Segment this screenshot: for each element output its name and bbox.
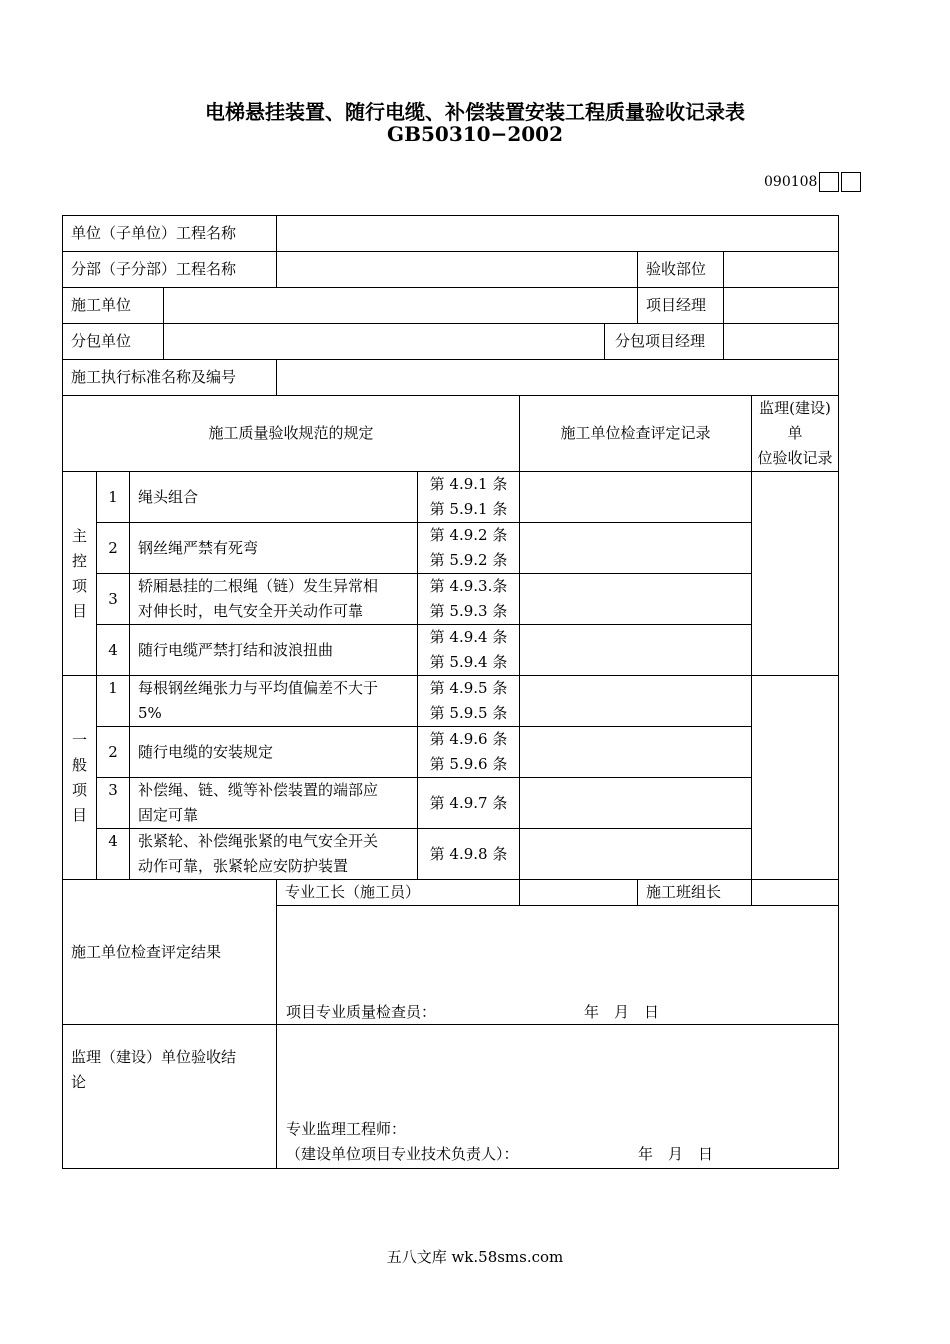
subcontract-pm-label: 分包项目经理 — [605, 324, 724, 360]
item-text-line: 固定可靠 — [138, 806, 199, 824]
item-clause — [418, 778, 520, 829]
construction-record-cell[interactable] — [520, 778, 752, 829]
clause-line: 第 4.9.6 条 — [429, 730, 508, 748]
item-text — [130, 676, 418, 727]
main-label-char: 目 — [71, 601, 87, 620]
construction-result-label: 施工单位检查评定结果 — [63, 880, 277, 1025]
item-number: 2 — [97, 523, 130, 574]
form-code-number: 090108 — [764, 174, 818, 190]
form-title: 电梯悬挂装置、随行电缆、补偿装置安装工程质量验收记录表 — [205, 100, 745, 124]
standard-name-value[interactable] — [277, 360, 839, 396]
sub-project-label: 分部（子分部）工程名称 — [63, 252, 277, 288]
item-clause — [418, 625, 520, 676]
item-text-line: 随行电缆的安装规定 — [138, 742, 274, 761]
item-number: 4 — [97, 625, 130, 676]
main-items-label — [63, 472, 97, 676]
construction-record-cell[interactable] — [520, 472, 752, 523]
item-clause — [418, 574, 520, 625]
supervision-record-header — [752, 396, 839, 472]
item-clause — [418, 676, 520, 727]
clause-line: 第 4.9.5 条 — [429, 679, 508, 697]
item-text-line: 5% — [138, 704, 162, 722]
item-number: 3 — [97, 574, 130, 625]
construction-record-header: 施工单位检查评定记录 — [520, 396, 752, 472]
standard-code: GB50310−2002 — [387, 122, 563, 146]
item-clause — [418, 472, 520, 523]
inspector-label: 项目专业质量检查员： — [286, 1003, 437, 1021]
supervision-conclusion-label — [63, 1025, 277, 1169]
general-items-label — [63, 676, 97, 880]
item-number: 4 — [97, 829, 130, 880]
item-number: 1 — [97, 472, 130, 523]
code-box-2[interactable] — [841, 172, 861, 192]
construction-record-cell[interactable] — [520, 727, 752, 778]
item-number: 1 — [97, 676, 130, 727]
foreman-label: 专业工长（施工员） — [277, 880, 520, 906]
item-clause — [418, 523, 520, 574]
tech-lead-label: （建设单位项目专业技术负责人）： — [286, 1145, 519, 1163]
unit-project-value[interactable] — [277, 216, 839, 252]
item-text — [130, 727, 418, 778]
construction-record-cell[interactable] — [520, 523, 752, 574]
construction-record-cell[interactable] — [520, 676, 752, 727]
general-label-char: 般 — [71, 755, 87, 774]
clause-line: 第 4.9.8 条 — [429, 844, 508, 863]
construction-record-cell[interactable] — [520, 625, 752, 676]
footer-watermark: 五八文库 wk.58sms.com — [386, 1248, 564, 1266]
acceptance-part-value[interactable] — [724, 252, 839, 288]
supervision-header-line-2: 位验收记录 — [757, 449, 833, 467]
item-text-line: 钢丝绳严禁有死弯 — [138, 538, 259, 557]
conclusion-label-line: 论 — [71, 1073, 87, 1091]
team-leader-label: 施工班组长 — [638, 880, 752, 906]
item-text-line: 每根钢丝绳张力与平均值偏差不大于 — [138, 679, 379, 697]
item-text-line: 随行电缆严禁打结和波浪扭曲 — [138, 640, 334, 659]
item-clause — [418, 829, 520, 880]
construction-record-cell[interactable] — [520, 574, 752, 625]
item-text — [130, 574, 418, 625]
clause-line: 第 5.9.4 条 — [429, 653, 508, 671]
item-text — [130, 523, 418, 574]
item-number: 2 — [97, 727, 130, 778]
clause-line: 第 5.9.6 条 — [429, 755, 508, 773]
item-text-line: 张紧轮、补偿绳张紧的电气安全开关 — [138, 832, 379, 850]
spec-header: 施工质量验收规范的规定 — [63, 396, 520, 472]
standard-name-label: 施工执行标准名称及编号 — [63, 360, 277, 396]
clause-line: 第 4.9.4 条 — [429, 628, 508, 646]
construction-result-area[interactable] — [277, 906, 839, 1025]
item-text — [130, 778, 418, 829]
construction-unit-label: 施工单位 — [63, 288, 164, 324]
item-number: 3 — [97, 778, 130, 829]
clause-line: 第 4.9.3.条 — [429, 577, 508, 595]
general-label-char: 一 — [71, 730, 87, 749]
form-code — [764, 172, 861, 192]
main-label-char: 主 — [71, 526, 87, 545]
conclusion-label-line: 监理（建设）单位验收结 — [71, 1048, 237, 1066]
acceptance-table — [62, 215, 839, 1169]
clause-line: 第 4.9.2 条 — [429, 526, 508, 544]
general-label-char: 目 — [71, 805, 87, 824]
supervision-record-cell[interactable] — [752, 676, 839, 880]
construction-record-cell[interactable] — [520, 829, 752, 880]
team-leader-value[interactable] — [752, 880, 839, 906]
engineer-label: 专业监理工程师： — [286, 1120, 407, 1138]
main-label-char: 项 — [71, 576, 87, 595]
item-text-line: 轿厢悬挂的二根绳（链）发生异常相 — [138, 577, 379, 595]
subcontract-unit-label: 分包单位 — [63, 324, 164, 360]
item-text-line: 动作可靠，张紧轮应安防护装置 — [138, 857, 349, 875]
supervision-conclusion-area[interactable] — [277, 1025, 839, 1169]
item-text-line: 补偿绳、链、缆等补偿装置的端部应 — [138, 781, 379, 799]
clause-line: 第 5.9.5 条 — [429, 704, 508, 722]
item-text — [130, 829, 418, 880]
supervision-record-cell[interactable] — [752, 472, 839, 676]
acceptance-part-label: 验收部位 — [638, 252, 724, 288]
subcontract-pm-value[interactable] — [724, 324, 839, 360]
subcontract-unit-value[interactable] — [164, 324, 605, 360]
code-box-1[interactable] — [819, 172, 839, 192]
item-text — [130, 625, 418, 676]
project-manager-value[interactable] — [724, 288, 839, 324]
general-label-char: 项 — [71, 780, 87, 799]
clause-line: 第 4.9.1 条 — [429, 475, 508, 493]
clause-line: 第 5.9.3 条 — [429, 602, 508, 620]
construction-unit-value[interactable] — [164, 288, 638, 324]
clause-line: 第 5.9.1 条 — [429, 500, 508, 518]
clause-line: 第 5.9.2 条 — [429, 551, 508, 569]
item-text — [130, 472, 418, 523]
clause-line: 第 4.9.7 条 — [429, 793, 508, 812]
project-manager-label: 项目经理 — [638, 288, 724, 324]
unit-project-label: 单位（子单位）工程名称 — [63, 216, 277, 252]
item-clause — [418, 727, 520, 778]
item-text-line: 对伸长时，电气安全开关动作可靠 — [138, 602, 364, 620]
supervision-header-line-1: 监理(建设)单 — [759, 399, 831, 442]
foreman-value[interactable] — [520, 880, 638, 906]
conclusion-date: 年 月 日 — [638, 1145, 714, 1163]
item-text-line: 绳头组合 — [138, 487, 199, 506]
main-label-char: 控 — [71, 551, 87, 570]
sub-project-value[interactable] — [277, 252, 638, 288]
result-date: 年 月 日 — [584, 1003, 660, 1021]
